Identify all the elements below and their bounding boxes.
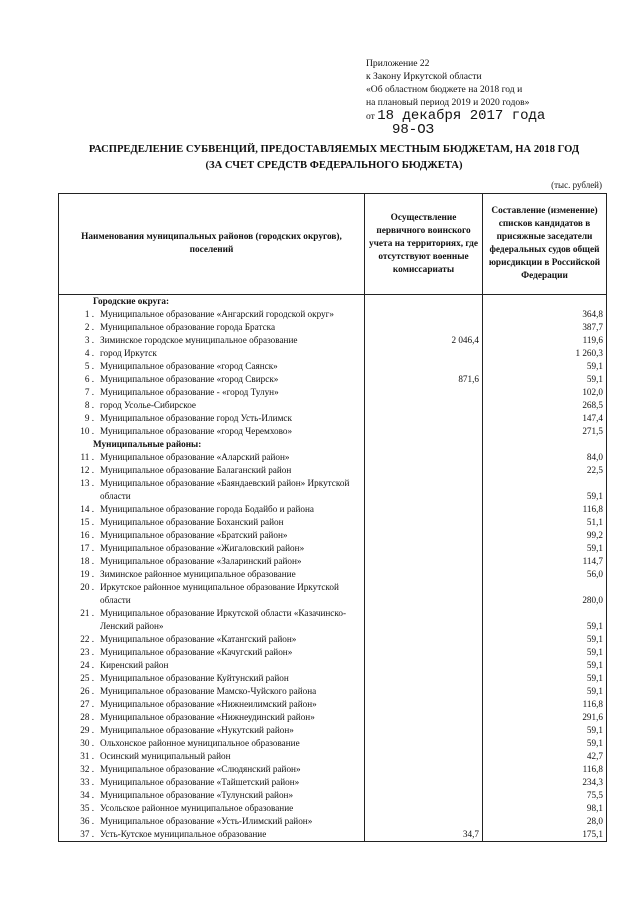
military-value [365,685,483,698]
section-row [59,295,607,309]
military-value [365,308,483,321]
military-value [365,724,483,737]
jurors-value: 280,0 [483,581,607,607]
military-value [365,347,483,360]
municipality-name: Зиминское районное муниципальное образование [100,569,296,579]
jurors-value: 84,0 [483,451,607,464]
row-number: 4 . [84,348,94,358]
jurors-value: 99,2 [483,529,607,542]
military-value [365,581,483,607]
header-name: Наименования муниципальных районов (городских округов), поселений [59,194,365,295]
row-number: 5 . [84,361,94,371]
municipality-name: Муниципальное образование «город Свирск» [100,374,279,384]
military-value [365,815,483,828]
military-value [365,386,483,399]
military-value: 871,6 [365,373,483,386]
row-number: 25 . [80,673,94,683]
row-number: 37 . [80,829,94,839]
table-row [59,321,607,334]
row-number: 14 . [80,504,94,514]
municipality-name: Муниципальное образование «город Саянск» [100,361,278,371]
row-name-cell [59,347,365,360]
military-value [365,321,483,334]
military-value [365,399,483,412]
military-value [365,711,483,724]
table-row [59,698,607,711]
section-label: Городские округа: [59,295,365,309]
jurors-value: 268,5 [483,399,607,412]
row-number: 26 . [80,686,94,696]
row-name-cell [59,659,365,672]
jurors-value: 59,1 [483,360,607,373]
jurors-value: 1 260,3 [483,347,607,360]
table-row [59,724,607,737]
jurors-value: 291,6 [483,711,607,724]
municipality-name: Иркутское районное муниципальное образование Иркутской области [100,582,339,605]
municipality-name: город Усолье-Сибирское [100,400,196,410]
municipality-name: Осинский муниципальный район [100,751,231,761]
row-name-cell [59,399,365,412]
municipality-name: Муниципальное образование Балаганский район [100,465,292,475]
decree-prefix: от [366,111,375,122]
military-value [365,737,483,750]
municipality-name: Ольхонское районное муниципальное образование [100,738,300,748]
row-number: 16 . [80,530,94,540]
row-name-cell [59,321,365,334]
jurors-value: 147,4 [483,412,607,425]
municipality-name: Муниципальное образование Иркутской области «Казачинско-Ленский район» [100,608,347,631]
jurors-value: 114,7 [483,555,607,568]
row-name-cell [59,334,365,347]
table-row [59,802,607,815]
row-number: 28 . [80,712,94,722]
decree-line [366,109,628,123]
military-value [365,789,483,802]
military-value [365,516,483,529]
municipality-name: Киренский район [100,660,169,670]
military-value [365,477,483,503]
military-value [365,412,483,425]
jurors-value: 98,1 [483,802,607,815]
table-row [59,555,607,568]
row-number: 13 . [80,478,94,488]
military-value [365,464,483,477]
row-number: 36 . [80,816,94,826]
row-number: 17 . [80,543,94,553]
row-number: 30 . [80,738,94,748]
municipality-name: Муниципальное образование Мамско-Чуйского района [100,686,317,696]
table-row [59,464,607,477]
row-number: 7 . [84,387,94,397]
jurors-value: 59,1 [483,659,607,672]
military-value [365,659,483,672]
title-line-2: (ЗА СЧЕТ СРЕДСТВ ФЕДЕРАЛЬНОГО БЮДЖЕТА) [205,160,463,171]
jurors-value: 56,0 [483,568,607,581]
row-number: 2 . [84,322,94,332]
row-number: 22 . [80,634,94,644]
table-row [59,685,607,698]
military-value [365,568,483,581]
jurors-value: 175,1 [483,828,607,842]
table-row [59,828,607,842]
municipality-name: Муниципальное образование «Ангарский городской округ» [100,309,335,319]
table-row [59,789,607,802]
municipality-name: Муниципальное образование «Слюдянский район» [100,764,301,774]
table-row [59,386,607,399]
units-label: (тыс. рублей) [551,180,602,190]
municipality-name: Муниципальное образование города Братска [100,322,276,332]
table-row [59,477,607,503]
decree-number: 98-ОЗ [392,122,435,138]
table-row [59,451,607,464]
jurors-value: 51,1 [483,516,607,529]
row-name-cell [59,646,365,659]
municipality-name: Муниципальное образование Куйтунский район [100,673,289,683]
header-military: Осуществление первичного воинского учета на территориях, где отсутствуют военные комиссариаты [365,194,483,295]
jurors-value: 59,1 [483,737,607,750]
military-value [365,633,483,646]
municipality-name: Усть-Кутское муниципальное образование [100,829,267,839]
decree-date: 18 декабря 2017 года [377,108,546,124]
table-row [59,373,607,386]
row-name-cell [59,451,365,464]
jurors-value: 59,1 [483,607,607,633]
military-value [365,529,483,542]
table-row [59,672,607,685]
table-row [59,750,607,763]
municipality-name: Муниципальное образование «Усть-Илимский район» [100,816,313,826]
appendix-line-3: «Об областном бюджете на 2018 год и [366,84,523,95]
jurors-value: 59,1 [483,685,607,698]
table-row [59,815,607,828]
empty-cell [365,295,483,309]
military-value: 2 046,4 [365,334,483,347]
row-name-cell [59,386,365,399]
jurors-value: 387,7 [483,321,607,334]
table-row [59,412,607,425]
municipality-name: Муниципальное образование «Братский район» [100,530,288,540]
jurors-value: 271,5 [483,425,607,438]
jurors-value: 116,8 [483,763,607,776]
municipality-name: Муниципальное образование «Тулунский район» [100,790,294,800]
row-number: 10 . [80,426,94,436]
municipality-name: Муниципальное образование город Усть-Илимск [100,413,292,423]
row-name-cell [59,685,365,698]
row-number: 23 . [80,647,94,657]
jurors-value: 59,1 [483,542,607,555]
row-number: 35 . [80,803,94,813]
table-row [59,516,607,529]
title-line-1: РАСПРЕДЕЛЕНИЕ СУБВЕНЦИЙ, ПРЕДОСТАВЛЯЕМЫХ МЕСТНЫМ БЮДЖЕТАМ, НА 2018 ГОД [88,144,580,155]
municipality-name: Муниципальное образование «Катангский район» [100,634,297,644]
table-row [59,360,607,373]
row-name-cell [59,516,365,529]
row-name-cell [59,750,365,763]
table-body [59,295,607,842]
municipality-name: Муниципальное образование Боханский район [100,517,284,527]
table-row [59,607,607,633]
military-value [365,802,483,815]
row-name-cell [59,828,365,842]
row-name-cell [59,568,365,581]
table-row [59,308,607,321]
empty-cell [365,438,483,451]
row-name-cell [59,724,365,737]
military-value: 34,7 [365,828,483,842]
row-name-cell [59,542,365,555]
military-value [365,646,483,659]
row-name-cell [59,776,365,789]
row-name-cell [59,698,365,711]
row-number: 24 . [80,660,94,670]
subsidy-table [58,193,607,842]
municipality-name: Зиминское городское муниципальное образование [100,335,298,345]
row-number: 27 . [80,699,94,709]
municipality-name: Муниципальное образование «Жигаловский район» [100,543,305,553]
table-row [59,425,607,438]
municipality-name: город Иркутск [100,348,157,358]
jurors-value: 59,1 [483,724,607,737]
table-row [59,568,607,581]
municipality-name: Муниципальное образование «Заларинский район» [100,556,302,566]
jurors-value: 59,1 [483,477,607,503]
municipality-name: Муниципальное образование - «город Тулун» [100,387,279,397]
row-number: 9 . [84,413,94,423]
table-row [59,633,607,646]
row-number: 32 . [80,764,94,774]
row-number: 34 . [80,790,94,800]
jurors-value: 234,3 [483,776,607,789]
municipality-name: Муниципальное образование «Аларский район» [100,452,290,462]
header-jurors: Составление (изменение) списков кандидатов в присяжные заседатели федеральных судов общей юрисдикции в Российской Федерации [483,194,607,295]
row-name-cell [59,711,365,724]
jurors-value: 59,1 [483,633,607,646]
municipality-name: Муниципальное образование «Качугский район» [100,647,293,657]
table-row [59,711,607,724]
table-row [59,581,607,607]
table-row [59,646,607,659]
row-name-cell [59,763,365,776]
row-name-cell [59,672,365,685]
row-number: 15 . [80,517,94,527]
jurors-value: 28,0 [483,815,607,828]
row-name-cell [59,802,365,815]
military-value [365,672,483,685]
table-row [59,347,607,360]
row-number: 19 . [80,569,94,579]
row-number: 3 . [84,335,94,345]
jurors-value: 364,8 [483,308,607,321]
municipality-name: Муниципальное образование «Нукутский район» [100,725,294,735]
municipality-name: Муниципальное образование «Тайшетский район» [100,777,300,787]
table-row [59,763,607,776]
jurors-value: 116,8 [483,698,607,711]
jurors-value: 116,8 [483,503,607,516]
jurors-value: 42,7 [483,750,607,763]
row-name-cell [59,464,365,477]
jurors-value: 59,1 [483,373,607,386]
jurors-value: 22,5 [483,464,607,477]
row-name-cell [59,633,365,646]
row-name-cell [59,789,365,802]
table-row [59,503,607,516]
table-row [59,529,607,542]
municipality-name: Муниципальное образование «Нижнеудинский район» [100,712,315,722]
document-title [60,142,608,174]
row-number: 12 . [80,465,94,475]
military-value [365,776,483,789]
municipality-name: Усольское районное муниципальное образование [100,803,294,813]
jurors-value: 102,0 [483,386,607,399]
row-name-cell [59,360,365,373]
empty-cell [483,438,607,451]
row-number: 21 . [80,608,94,618]
row-name-cell [59,373,365,386]
row-number: 11 . [80,452,94,462]
row-name-cell [59,581,365,607]
appendix-line-2: к Закону Иркутской области [366,71,482,82]
row-name-cell [59,477,365,503]
municipality-name: Муниципальное образование «Баяндаевский район» Иркутской области [100,478,350,501]
municipality-name: Муниципальное образование «город Черемхово» [100,426,293,436]
military-value [365,425,483,438]
military-value [365,503,483,516]
row-number: 1 . [84,309,94,319]
municipality-name: Муниципальное образование «Нижнеилимский район» [100,699,317,709]
military-value [365,555,483,568]
table-row [59,776,607,789]
table-row [59,399,607,412]
row-name-cell [59,607,365,633]
row-name-cell [59,529,365,542]
appendix-line-1: Приложение 22 [366,58,430,69]
row-number: 8 . [84,400,94,410]
municipality-name: Муниципальное образование города Бодайбо и района [100,504,314,514]
section-label: Муниципальные районы: [59,438,365,451]
military-value [365,542,483,555]
row-name-cell [59,412,365,425]
row-name-cell [59,503,365,516]
row-number: 18 . [80,556,94,566]
row-name-cell [59,555,365,568]
row-number: 33 . [80,777,94,787]
row-name-cell [59,308,365,321]
empty-cell [483,295,607,309]
row-number: 31 . [80,751,94,761]
row-number: 6 . [84,374,94,384]
military-value [365,607,483,633]
table-row [59,334,607,347]
jurors-value: 119,6 [483,334,607,347]
section-row [59,438,607,451]
jurors-value: 75,5 [483,789,607,802]
appendix-block [366,57,628,137]
jurors-value: 59,1 [483,672,607,685]
table-row [59,659,607,672]
row-name-cell [59,737,365,750]
military-value [365,698,483,711]
military-value [365,451,483,464]
appendix-line-4: на плановый период 2019 и 2020 годов» [366,97,530,108]
row-name-cell [59,425,365,438]
row-name-cell [59,815,365,828]
table-header-row [59,194,607,295]
military-value [365,360,483,373]
row-number: 20 . [80,582,94,592]
military-value [365,750,483,763]
row-number: 29 . [80,725,94,735]
table-row [59,542,607,555]
jurors-value: 59,1 [483,646,607,659]
table-row [59,737,607,750]
military-value [365,763,483,776]
